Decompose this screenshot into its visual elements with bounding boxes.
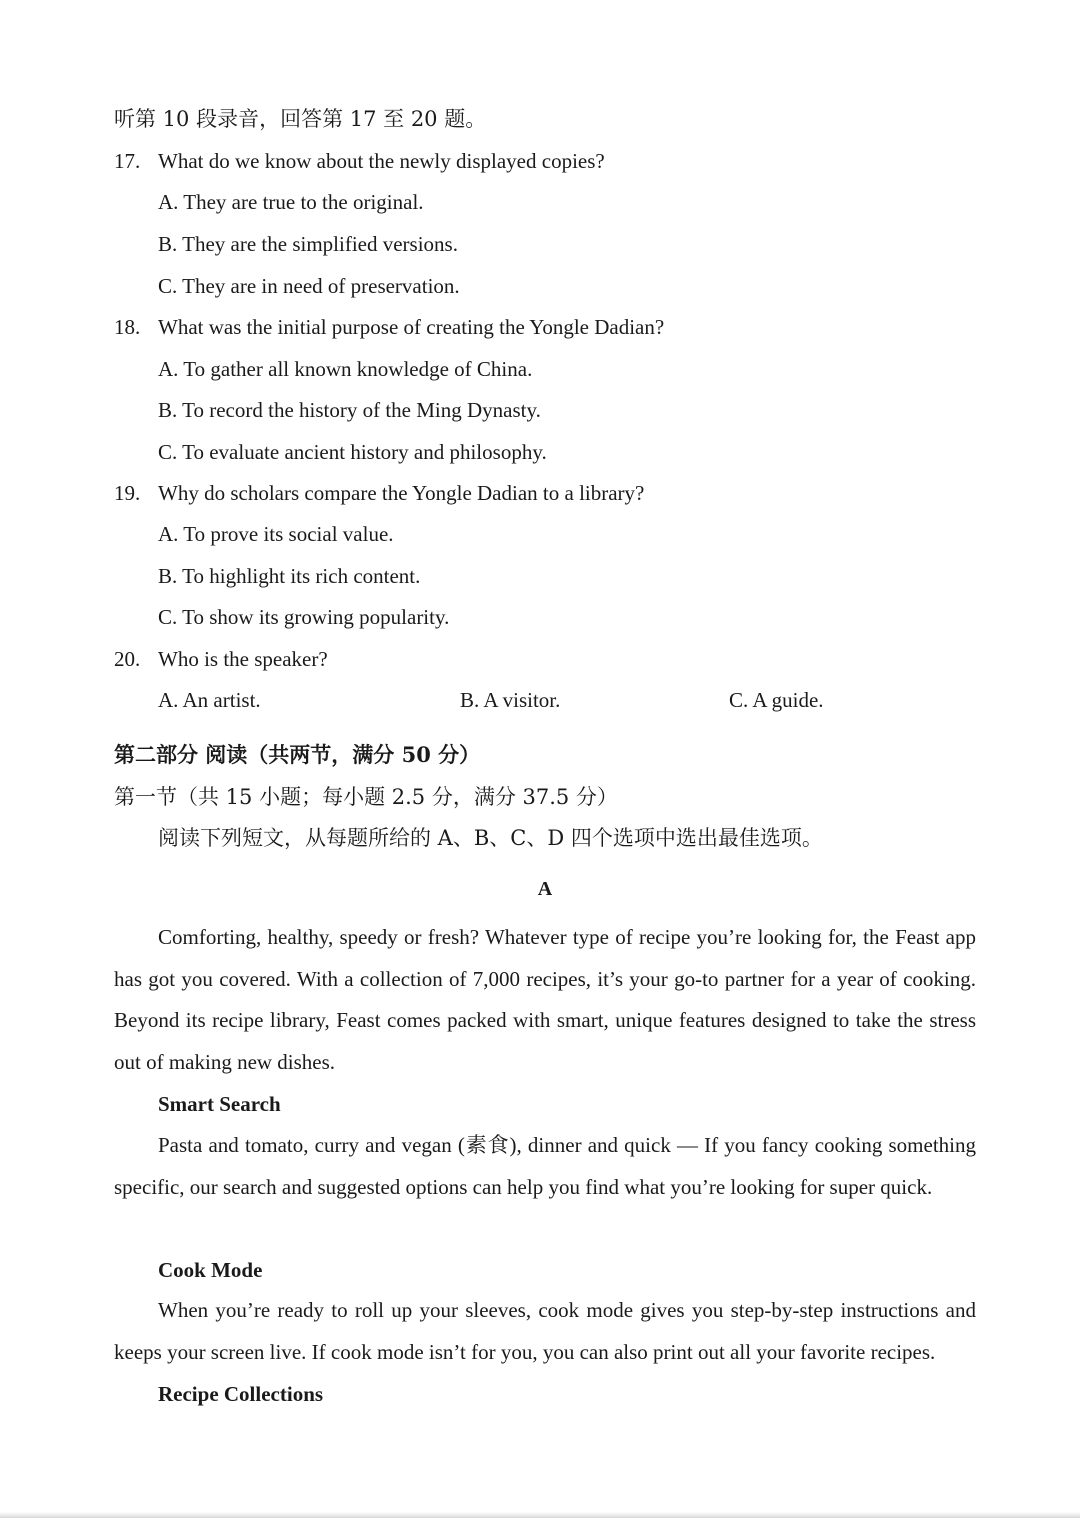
feature-heading-recipe-collections: Recipe Collections [158, 1382, 324, 1406]
option-19c: C. To show its growing popularity. [158, 605, 450, 629]
question-text: What was the initial purpose of creating the Yongle Dadian? [158, 315, 665, 339]
option-18c: C. To evaluate ancient history and philosophy. [158, 440, 547, 464]
question-number: 20. [114, 647, 141, 671]
option-20b: B. A visitor. [460, 688, 561, 712]
part-title: 第二部分 阅读（共两节，满分 50 分） [114, 742, 481, 767]
page-bottom-edge [0, 1512, 1080, 1518]
question-18 [114, 313, 664, 341]
question-20 [114, 645, 328, 673]
question-text: What do we know about the newly displayed copies? [158, 149, 605, 173]
option-19a: A. To prove its social value. [158, 522, 394, 546]
feature-heading-cook-mode: Cook Mode [158, 1258, 263, 1282]
listening-instruction: 听第 10 段录音，回答第 17 至 20 题。 [114, 107, 487, 131]
question-number: 19. [114, 481, 141, 505]
section-title: 第一节（共 15 小题；每小题 2.5 分，满分 37.5 分） [114, 785, 618, 809]
reading-instruction: 阅读下列短文，从每题所给的 A、B、C、D 四个选项中选出最佳选项。 [158, 826, 823, 850]
question-17 [114, 147, 605, 175]
question-text: Why do scholars compare the Yongle Dadian to a library? [158, 481, 645, 505]
feature-heading-smart-search: Smart Search [158, 1092, 281, 1116]
feature-body-smart-search: Pasta and tomato, curry and vegan (素食), dinner and quick — If you fancy cooking something specific, our search and suggested options can help you find what you’re looking for super quick. [114, 1133, 976, 1199]
question-19 [114, 479, 644, 507]
option-18a: A. To gather all known knowledge of China. [158, 357, 533, 381]
option-17c: C. They are in need of preservation. [158, 274, 460, 298]
passage-label: A [537, 878, 553, 900]
option-19b: B. To highlight its rich content. [158, 564, 421, 588]
feature-body-cook-mode: When you’re ready to roll up your sleeves, cook mode gives you step-by-step instructions and keeps your screen live. If cook mode isn’t for you, you can also print out all your favorite recipes. [114, 1298, 976, 1364]
passage-intro-paragraph: Comforting, healthy, speedy or fresh? Whatever type of recipe you’re looking for, the Feast app has got you covered. With a collection of 7,000 recipes, it’s your go-to partner for a year of cooking. Beyond its recipe library, Feast comes packed with smart, unique features designed to take the stress out of making new dishes. [114, 925, 976, 1074]
option-17b: B. They are the simplified versions. [158, 232, 458, 256]
option-20a: A. An artist. [158, 688, 261, 712]
option-18b: B. To record the history of the Ming Dynasty. [158, 398, 541, 422]
question-number: 17. [114, 149, 141, 173]
option-20c: C. A guide. [729, 688, 824, 712]
option-17a: A. They are true to the original. [158, 190, 424, 214]
question-number: 18. [114, 315, 141, 339]
question-text: Who is the speaker? [158, 647, 328, 671]
